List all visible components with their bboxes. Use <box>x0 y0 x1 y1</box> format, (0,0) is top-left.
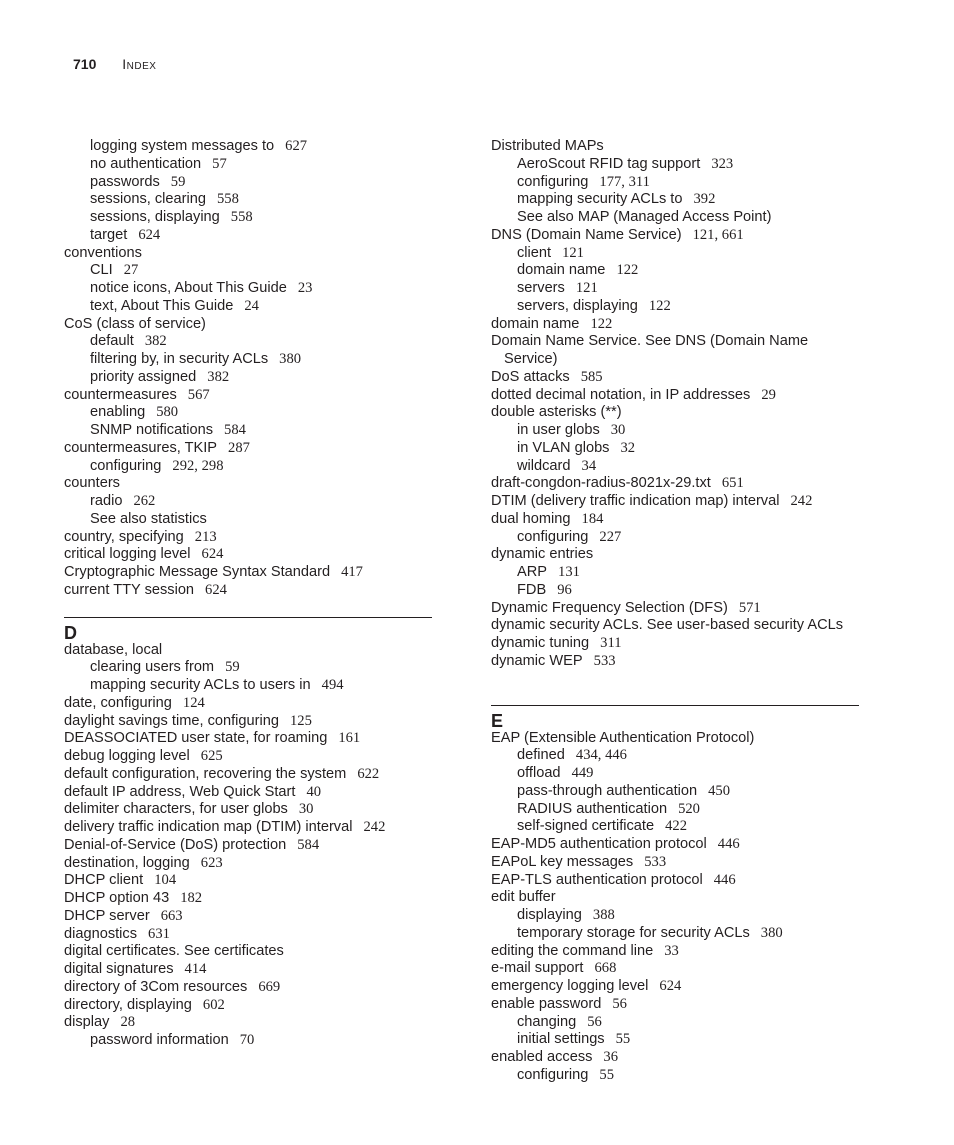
entry-term: Denial-of-Service (DoS) protection <box>64 836 287 853</box>
entry-term: filtering by, in security ACLs <box>90 351 269 367</box>
index-subentry <box>64 262 434 280</box>
index-entry <box>491 227 861 245</box>
entry-pages: 122 <box>590 315 613 332</box>
index-subentry <box>491 747 861 765</box>
entry-term: dynamic tuning <box>491 635 590 651</box>
entry-term: logging system messages to <box>90 138 275 154</box>
entry-term: notice icons, About This Guide <box>90 280 287 296</box>
entry-term: in user globs <box>517 422 600 438</box>
entry-term: digital certificates. See certificates <box>64 943 284 960</box>
entry-term: DTIM (delivery traffic indication map) interval <box>491 493 780 509</box>
entry-pages: 446 <box>713 871 736 888</box>
entry-term: domain name <box>517 262 606 279</box>
entry-pages: 121 <box>575 280 598 296</box>
index-subentry <box>491 1014 861 1032</box>
index-subentry <box>64 369 434 387</box>
entry-term: clearing users from <box>90 659 215 676</box>
index-entry <box>64 766 434 784</box>
index-subentry <box>491 262 861 280</box>
entry-term: edit buffer <box>491 889 556 906</box>
entry-pages: 624 <box>205 581 227 598</box>
entry-pages: 184 <box>581 510 604 527</box>
entry-pages: 533 <box>593 652 616 669</box>
entry-term: CLI <box>90 262 113 279</box>
entry-pages: 602 <box>202 996 225 1013</box>
entry-term: no authentication <box>90 155 202 172</box>
page-number: 710 <box>73 56 97 72</box>
entry-term: domain name <box>491 315 580 332</box>
entry-term: enable password <box>491 995 602 1012</box>
entry-pages: 30 <box>298 801 314 818</box>
entry-term: mapping security ACLs to <box>517 191 683 208</box>
index-entry <box>64 564 434 582</box>
entry-term: Cryptographic Message Syntax Standard <box>64 564 331 580</box>
entry-term: DHCP client <box>64 872 144 889</box>
entry-term: See also MAP (Managed Access Point) <box>517 209 772 225</box>
index-entry <box>491 511 861 529</box>
entry-pages: 624 <box>659 978 682 994</box>
entry-term: displaying <box>517 907 582 923</box>
index-entry <box>64 961 434 979</box>
entry-pages: 631 <box>148 925 170 942</box>
index-entry <box>491 635 861 653</box>
entry-pages: 96 <box>557 581 572 598</box>
entry-term: editing the command line <box>491 942 654 959</box>
entry-term: destination, logging <box>64 854 190 871</box>
index-entry <box>64 855 434 873</box>
index-entry <box>64 908 434 926</box>
entry-pages: 382 <box>144 333 167 350</box>
entry-term: EAP-TLS authentication protocol <box>491 871 703 888</box>
entry-pages: 59 <box>225 659 240 676</box>
index-entry <box>64 943 434 961</box>
index-subentry <box>491 564 861 582</box>
entry-pages: 533 <box>644 853 667 870</box>
index-entry <box>491 387 861 405</box>
index-entry <box>64 245 434 263</box>
index-entry <box>64 979 434 997</box>
index-subentry <box>64 1032 434 1050</box>
index-subentry <box>491 765 861 783</box>
entry-term: display <box>64 1014 110 1031</box>
entry-pages: 449 <box>571 765 594 781</box>
entry-term: FDB <box>517 581 547 598</box>
entry-term: date, configuring <box>64 694 172 711</box>
entry-term: CoS (class of service) <box>64 315 206 332</box>
entry-term: enabling <box>90 404 146 421</box>
entry-pages: 70 <box>239 1032 255 1048</box>
index-entry <box>491 836 861 854</box>
entry-pages: 30 <box>610 422 626 438</box>
index-entry <box>64 819 434 837</box>
entry-term: SNMP notifications <box>90 422 214 438</box>
entry-pages: 663 <box>160 907 183 924</box>
index-entry <box>64 529 434 547</box>
index-subentry <box>491 818 861 836</box>
entry-term: countermeasures, TKIP <box>64 439 218 456</box>
entry-pages: 450 <box>708 782 731 799</box>
index-entry <box>64 316 434 334</box>
index-subentry <box>64 422 434 440</box>
entry-term: DoS attacks <box>491 368 570 385</box>
entry-pages: 622 <box>357 765 380 782</box>
index-subentry <box>64 659 434 677</box>
index-entry <box>491 996 861 1014</box>
entry-term: text, About This Guide <box>90 297 234 314</box>
entry-term: wildcard <box>517 457 571 474</box>
index-column-right <box>491 138 861 1085</box>
index-entry <box>64 872 434 890</box>
index-entry <box>64 546 434 564</box>
entry-pages: 34 <box>581 457 597 474</box>
index-subentry <box>64 298 434 316</box>
entry-term: Dynamic Frequency Selection (DFS) <box>491 599 728 616</box>
entry-pages: 567 <box>187 386 210 403</box>
entry-pages: 36 <box>603 1049 619 1065</box>
index-subentry <box>64 351 434 369</box>
entry-term: ARP <box>517 564 548 580</box>
index-entry <box>491 978 861 996</box>
index-subentry <box>64 191 434 209</box>
entry-pages: 56 <box>587 1013 602 1030</box>
entry-pages: 28 <box>120 1014 136 1031</box>
entry-term: EAP (Extensible Authentication Protocol) <box>491 729 755 746</box>
entry-term: sessions, clearing <box>90 191 206 208</box>
index-entry <box>64 730 434 748</box>
entry-pages: 131 <box>558 564 580 580</box>
entry-pages: 624 <box>138 226 161 243</box>
entry-pages: 161 <box>338 730 361 747</box>
index-entry <box>64 784 434 802</box>
index-entry <box>491 404 861 422</box>
entry-term: counters <box>64 475 120 492</box>
entry-pages: 29 <box>761 386 776 403</box>
index-entry <box>64 748 434 766</box>
index-subentry <box>491 1067 861 1085</box>
entry-term: EAPoL key messages <box>491 853 634 870</box>
entry-pages: 414 <box>184 961 207 977</box>
entry-term: directory, displaying <box>64 996 192 1013</box>
entry-pages: 623 <box>200 854 223 871</box>
entry-pages: 59 <box>170 173 186 190</box>
entry-term: debug logging level <box>64 748 190 764</box>
index-entry <box>64 642 434 660</box>
entry-term: current TTY session <box>64 581 195 598</box>
index-entry <box>491 316 861 334</box>
entry-term: AeroScout RFID tag support <box>517 155 701 172</box>
entry-pages: 122 <box>616 262 639 279</box>
entry-term: defined <box>517 747 565 764</box>
index-entry <box>491 493 861 511</box>
entry-term: Domain Name Service. See DNS (Domain Name <box>491 333 809 350</box>
entry-term: initial settings <box>517 1031 605 1048</box>
index-entry <box>491 138 861 156</box>
entry-pages: 388 <box>592 907 615 923</box>
entry-pages: 434, 446 <box>575 747 627 764</box>
entry-pages: 125 <box>289 712 312 729</box>
entry-pages: 382 <box>207 368 230 385</box>
index-entry <box>64 801 434 819</box>
entry-pages: 520 <box>678 800 700 817</box>
entry-pages: 124 <box>182 694 205 711</box>
index-subentry <box>491 174 861 192</box>
entry-pages: 558 <box>230 209 253 225</box>
index-entry <box>491 730 861 748</box>
entry-pages: 27 <box>123 262 139 279</box>
entry-pages: 182 <box>180 890 203 906</box>
index-entry <box>491 475 861 493</box>
index-entry <box>491 333 861 351</box>
index-column-left <box>64 138 434 1050</box>
index-subentry <box>491 156 861 174</box>
index-subentry <box>491 298 861 316</box>
index-entry <box>64 890 434 908</box>
entry-term: changing <box>517 1013 577 1030</box>
entry-pages: 380 <box>760 924 783 941</box>
index-subentry <box>491 458 861 476</box>
entry-pages: 625 <box>200 748 223 764</box>
entry-pages: 242 <box>790 493 813 509</box>
entry-pages: 584 <box>224 422 246 438</box>
index-entry <box>491 943 861 961</box>
index-entry <box>64 837 434 855</box>
entry-term: delivery traffic indication map (DTIM) interval <box>64 819 353 835</box>
entry-pages: 494 <box>321 677 344 693</box>
index-subentry <box>491 440 861 458</box>
entry-pages: 213 <box>194 528 217 545</box>
section-letter: E <box>491 710 504 731</box>
index-entry <box>491 351 861 369</box>
entry-term: DEASSOCIATED user state, for roaming <box>64 730 328 747</box>
entry-term: dual homing <box>491 510 571 527</box>
entry-term: RADIUS authentication <box>517 800 668 817</box>
entry-term: offload <box>517 765 561 781</box>
index-entry <box>491 1049 861 1067</box>
index-subentry <box>491 209 861 227</box>
entry-pages: 287 <box>228 439 250 456</box>
entry-pages: 446 <box>717 836 740 852</box>
entry-term: database, local <box>64 641 163 658</box>
page-header <box>73 56 156 72</box>
entry-pages: 177, 311 <box>599 173 650 190</box>
entry-term: self-signed certificate <box>517 818 655 835</box>
index-subentry <box>491 925 861 943</box>
entry-pages: 104 <box>154 872 177 889</box>
index-subentry <box>491 245 861 263</box>
entry-term: servers, displaying <box>517 297 638 314</box>
entry-term: configuring <box>517 173 589 190</box>
entry-pages: 122 <box>648 297 671 314</box>
entry-term: conventions <box>64 244 142 261</box>
index-entry <box>491 617 861 635</box>
index-subentry <box>491 907 861 925</box>
index-entry <box>64 997 434 1015</box>
entry-term: draft-congdon-radius-8021x-29.txt <box>491 475 711 492</box>
index-entry <box>491 653 861 671</box>
entry-term: DHCP server <box>64 907 150 924</box>
entry-pages: 380 <box>279 351 302 367</box>
section-divider <box>64 617 432 642</box>
entry-pages: 651 <box>721 475 744 492</box>
index-entry <box>491 889 861 907</box>
entry-term: priority assigned <box>90 368 197 385</box>
entry-pages: 580 <box>156 404 179 421</box>
index-subentry <box>64 511 434 529</box>
entry-term: default configuration, recovering the system <box>64 765 347 782</box>
index-subentry <box>491 422 861 440</box>
index-entry <box>64 387 434 405</box>
entry-term: pass-through authentication <box>517 782 698 799</box>
index-subentry <box>64 174 434 192</box>
entry-pages: 417 <box>341 564 363 580</box>
entry-pages: 669 <box>258 978 281 995</box>
index-entry <box>64 475 434 493</box>
entry-pages: 585 <box>580 368 603 385</box>
index-entry <box>491 872 861 890</box>
entry-pages: 311 <box>600 635 622 651</box>
entry-pages: 121, 661 <box>692 226 744 243</box>
index-subentry <box>491 801 861 819</box>
entry-term: Service) <box>504 351 558 367</box>
index-entry <box>64 440 434 458</box>
entry-pages: 33 <box>664 942 679 959</box>
entry-pages: 584 <box>297 836 320 853</box>
index-subentry <box>491 191 861 209</box>
entry-term: client <box>517 244 552 261</box>
index-subentry <box>64 404 434 422</box>
index-entry <box>64 695 434 713</box>
index-entry <box>491 854 861 872</box>
entry-term: e-mail support <box>491 960 584 977</box>
entry-term: countermeasures <box>64 386 177 403</box>
entry-term: password information <box>90 1032 229 1048</box>
entry-pages: 24 <box>244 297 259 314</box>
entry-term: configuring <box>517 528 589 545</box>
index-subentry <box>491 783 861 801</box>
entry-term: critical logging level <box>64 546 191 563</box>
index-entry <box>64 713 434 731</box>
index-subentry <box>64 333 434 351</box>
entry-term: dynamic WEP <box>491 652 583 669</box>
entry-term: default <box>90 333 134 350</box>
entry-pages: 32 <box>620 439 636 456</box>
index-subentry <box>491 280 861 298</box>
entry-term: radio <box>90 493 123 509</box>
entry-term: emergency logging level <box>491 978 649 994</box>
entry-term: daylight savings time, configuring <box>64 712 279 729</box>
entry-term: passwords <box>90 173 160 190</box>
index-subentry <box>491 529 861 547</box>
entry-pages: 422 <box>665 818 687 835</box>
section-letter: D <box>64 622 77 643</box>
index-entry <box>491 600 861 618</box>
entry-term: in VLAN globs <box>517 439 610 456</box>
index-entry <box>491 960 861 978</box>
entry-term: configuring <box>517 1066 589 1083</box>
index-entry <box>491 546 861 564</box>
entry-term: configuring <box>90 457 162 474</box>
index-subentry <box>64 138 434 156</box>
index-subentry <box>64 280 434 298</box>
entry-term: Distributed MAPs <box>491 138 604 154</box>
entry-term: delimiter characters, for user globs <box>64 801 288 818</box>
section-divider <box>491 705 859 730</box>
entry-term: enabled access <box>491 1049 593 1065</box>
entry-pages: 121 <box>562 244 584 261</box>
index-subentry <box>491 582 861 600</box>
entry-pages: 55 <box>615 1031 631 1048</box>
entry-term: servers <box>517 280 565 296</box>
entry-pages: 323 <box>711 155 734 172</box>
entry-term: country, specifying <box>64 528 184 545</box>
entry-pages: 40 <box>306 783 322 800</box>
entry-pages: 558 <box>217 191 239 208</box>
entry-pages: 571 <box>738 599 761 616</box>
spacer <box>491 671 861 688</box>
entry-term: double asterisks (**) <box>491 404 622 421</box>
entry-pages: 392 <box>693 191 716 208</box>
entry-pages: 227 <box>599 528 622 545</box>
index-entry <box>64 582 434 600</box>
index-subentry <box>64 493 434 511</box>
entry-pages: 57 <box>212 155 227 172</box>
entry-term: DNS (Domain Name Service) <box>491 226 682 243</box>
index-subentry <box>64 458 434 476</box>
entry-term: diagnostics <box>64 925 138 942</box>
entry-term: digital signatures <box>64 961 174 977</box>
index-subentry <box>64 677 434 695</box>
index-subentry <box>64 227 434 245</box>
entry-pages: 624 <box>201 546 224 563</box>
entry-pages: 292, 298 <box>172 457 224 474</box>
running-title: Index <box>122 56 157 72</box>
entry-term: dynamic security ACLs. See user-based security ACLs <box>491 617 844 634</box>
entry-pages: 56 <box>612 995 627 1012</box>
entry-term: target <box>90 226 128 243</box>
index-entry <box>491 369 861 387</box>
entry-term: EAP-MD5 authentication protocol <box>491 836 707 852</box>
index-entry <box>64 926 434 944</box>
entry-pages: 668 <box>594 960 617 977</box>
entry-pages: 242 <box>363 819 386 835</box>
entry-term: temporary storage for security ACLs <box>517 924 750 941</box>
entry-term: default IP address, Web Quick Start <box>64 783 296 800</box>
index-subentry <box>64 156 434 174</box>
entry-term: See also statistics <box>90 510 207 527</box>
entry-term: directory of 3Com resources <box>64 978 248 995</box>
entry-term: dotted decimal notation, in IP addresses <box>491 386 751 403</box>
index-subentry <box>64 209 434 227</box>
entry-term: dynamic entries <box>491 546 594 563</box>
entry-pages: 627 <box>285 138 308 154</box>
entry-pages: 55 <box>599 1066 614 1083</box>
entry-term: DHCP option 43 <box>64 890 170 906</box>
index-subentry <box>491 1031 861 1049</box>
entry-term: sessions, displaying <box>90 209 220 225</box>
entry-pages: 23 <box>297 280 313 296</box>
entry-term: mapping security ACLs to users in <box>90 677 311 693</box>
entry-pages: 262 <box>133 493 156 509</box>
index-entry <box>64 1014 434 1032</box>
